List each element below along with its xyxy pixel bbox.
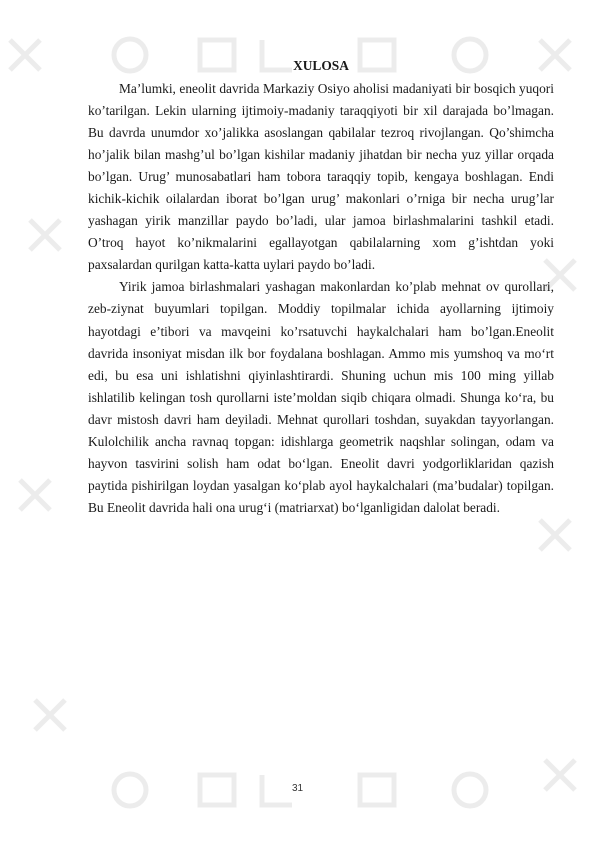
paragraph-1: Ma’lumki, eneolit davrida Markaziy Osiyo aholisi madaniyati bir bosqich yuqori ko’tarilgan. Lekin ularning ijtimoiy-madaniy taraqqiyoti bir xil darajada bo’lmagan. Bu davrda unumdor xo’jalikka asoslangan qabilalar tezroq rivojlangan. Qo’shimcha ho’jalik bilan mashg’ul bo’lgan kishilar madaniy jihatdan bir necha yuz yillar orqada bo’lgan. Urug’ munosabatlari ham tobora taraqqiy topib, kengaya boshlagan. Endi kichik-kichik oilalardan iborat bo’lgan urug’ makonlari o’rniga bir necha urug’lar yashagan yirik manzillar paydo bo’ladi, ular jamoa birlashmalarini tashkil etadi. O’troq hayot ko’nikmalarini egallayotgan qabilalarning xom g’ishtdan yoki paxsalardan qurilgan katta-katta uylari paydo bo’ladi. bbox=[88, 81, 554, 273]
document-title: XULOSA bbox=[293, 58, 349, 73]
paragraph-2: Yirik jamoa birlashmalari yashagan makonlardan ko’plab mehnat ov qurollari, zeb-ziynat buyumlari topilgan. Moddiy topilmalar ichida ayollarning ijtimoiy hayotdagi e’tibori va mavqeini ko’rsatuvchi haykalchalari ham bo’lgan.Eneolit davrida insoniyat misdan ilk bor foydalana boshlagan. Ammo mis yumshoq va mo‘rt edi, bu esa uni ishlatishni qiyinlashtirardi. Shuning uchun mis 100 ming yillab ishlatilib kelingan tosh qurollarni iste’moldan siqib chiqara olmadi. Shunga ko‘ra, bu davr mistosh davri ham deyiladi. Mehnat qurollari toshdan, suyakdan tayyorlangan. Kulolchilik ancha ravnaq topgan: idishlarga geometrik naqshlar solingan, odam va hayvon tasvirini solish ham odat bo‘lgan. Eneolit davri yodgorliklaridan qazish paytida pishirilgan loydan yasalgan ko‘plab ayol haykalchalari (ma’budalar) topilgan. Bu Eneolit davrida hali ona urug‘i (matriarxat) bo‘lganligidan dalolat beradi. bbox=[88, 279, 554, 515]
document-page bbox=[88, 56, 554, 519]
page-number: 31 bbox=[291, 783, 304, 794]
